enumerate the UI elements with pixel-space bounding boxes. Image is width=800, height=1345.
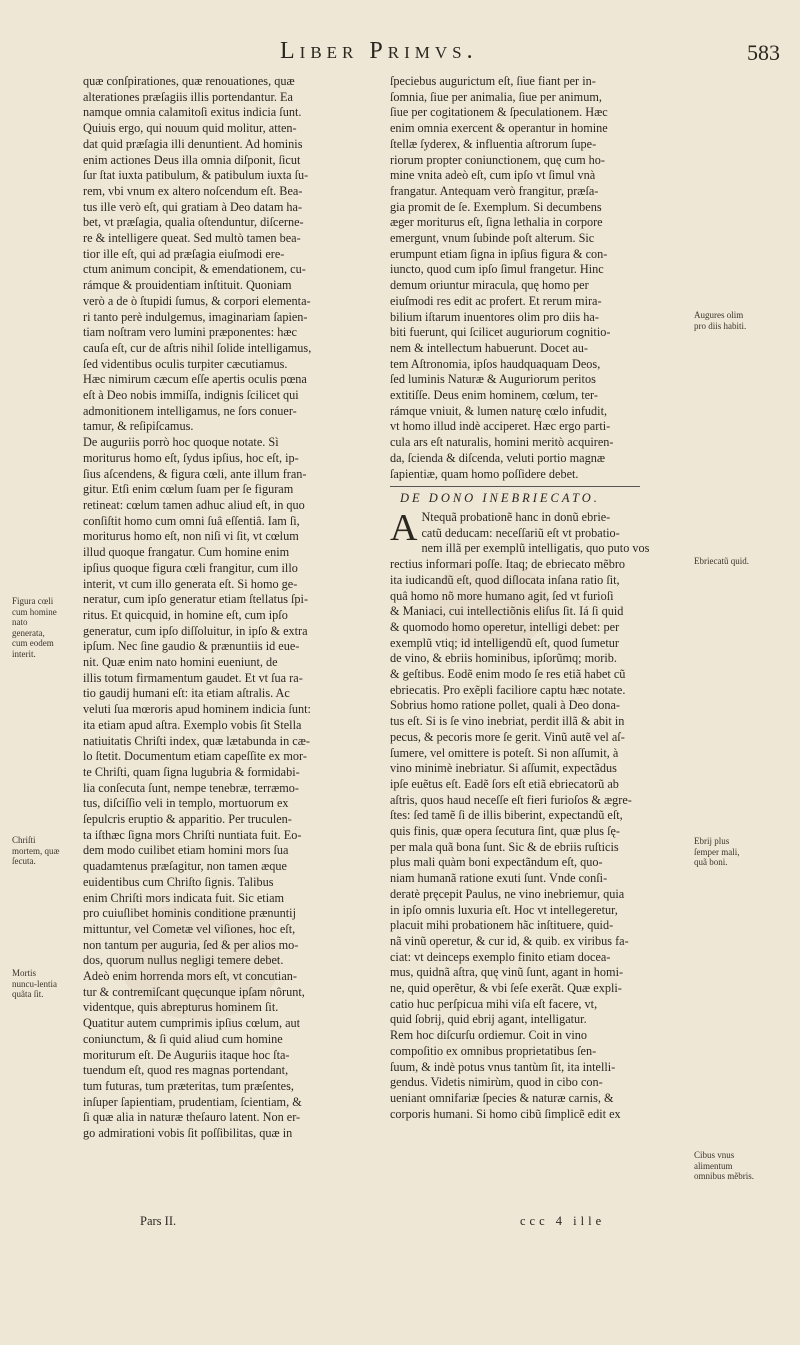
text-line: ſumere, vel omittere is poteſt. Si non aſſumit, à: [390, 745, 619, 760]
text-line: tur & contremiſcant quęcunque ipſam nôrunt,: [83, 984, 305, 999]
running-title: Liber Primvs.: [280, 38, 478, 64]
text-line: ſi quæ alia in naturæ theſauro latent. Non er-: [83, 1110, 301, 1125]
text-line: tio gaudij humani eſt: ita etiam aſtralis. Ac: [83, 686, 290, 701]
text-line: generatur, cum ipſo diſſoluitur, in ipſo & extra: [83, 623, 308, 638]
text-line: De auguriis porrò hoc quoque notate. Sì: [83, 435, 279, 450]
drop-cap: A: [390, 506, 418, 549]
margin-note-left: Figura cœli cum homine nato generata, cum eodem interit.: [12, 596, 57, 659]
text-line: per mala quã bona ſunt. Sic & de ebriis ruſticis: [390, 839, 619, 854]
text-line: compoſitio ex omnibus proprietatibus ſen-: [390, 1043, 597, 1058]
text-line: dem modo cuilibet etiam homini mors ſua: [83, 843, 289, 858]
margin-note-right: Cibus vnus alimentum omnibus mẽbris.: [694, 1150, 754, 1181]
text-line: Rem hoc diſcurſu ordiemur. Coit in vino: [390, 1028, 587, 1043]
text-line: quâ homo nõ more humano agit, ſed vt furioſi: [390, 588, 614, 603]
section-body: [390, 506, 682, 1122]
signature-mark-right: ccc 4 ille: [520, 1214, 606, 1228]
text-line: re & intelligere queat. Sed multò tamen bea-: [83, 231, 301, 246]
text-line: pecus, & pecoris more ſe gerit. Vinũ autẽ vel aſ-: [390, 729, 625, 744]
page-number: 583: [747, 40, 780, 65]
text-line: Adeò enim horrenda mors eſt, vt concutian-: [83, 969, 297, 984]
text-line: ſius aſcendens, & figura cœli, ante illum fran-: [83, 466, 307, 481]
text-line: pro cuiuſlibet hominis conditione prænuntij: [83, 906, 296, 921]
text-line: tiam noſtram vero lumini præponentes: hæc: [83, 325, 297, 340]
text-line: ctum animum concipit, & emendationem, cu-: [83, 262, 306, 277]
text-line: ſed luminis Naturæ & Auguriorum peritos: [390, 372, 596, 387]
text-line: te Chriſti, quam ſigna lugubria & formidabi-: [83, 764, 300, 779]
text-line: gia promit de ſe. Exemplum. Si decumbens: [390, 199, 602, 214]
text-line: da, ſcienda & diſcenda, veluti portio magnæ: [390, 450, 605, 465]
text-line: mittuntur, vel Cometæ vel viſiones, hoc eſt,: [83, 921, 296, 936]
text-line: & quomodo homo operetur, intelligi debet: per: [390, 619, 620, 634]
margin-note-right: Augures olim pro diis habiti.: [694, 310, 747, 331]
text-line: interit, vt cum illo generata eſt. Si homo ge-: [83, 576, 298, 591]
text-line: ipſum. Nec ſine gaudio & prænuntiis id eue-: [83, 639, 300, 654]
text-line: aſtris, quos haud neceſſe eſt fieri furioſos & ægre-: [390, 792, 632, 807]
text-line: quid ſobrij, quid ebrij agant, intelligatur.: [390, 1012, 587, 1027]
text-line: de vino, & ebriis hominibus, ipſorũmq; morib.: [390, 651, 617, 666]
left-text-column: [83, 74, 375, 1142]
text-line: deratè pręcepit Paulus, ne vino inebriemur, quia: [390, 886, 625, 901]
text-line: Quiuis ergo, qui nouum quid molitur, atten-: [83, 121, 297, 136]
text-line: extitiſſe. Deus enim hominem, cœlum, ter-: [390, 388, 598, 403]
text-line: ſur ſtat iuxta patibulum, & patibulum iuxta ſu-: [83, 168, 309, 183]
text-line: illud quoque frangatur. Cum homine enim: [83, 545, 290, 560]
text-line: go admirationi vobis ſit poſſibilitas, quæ in: [83, 1126, 293, 1141]
margin-note-left: Mortis nuncu-lentia quãta ſit.: [12, 968, 57, 999]
text-line: ſomnia, ſiue per animalia, ſiue per animum,: [390, 89, 602, 104]
text-line: non tantum per auguria, ſed & per alios mo-: [83, 937, 299, 952]
text-line: erumpunt etiam ſigna in ipſius figura & con-: [390, 246, 608, 261]
text-line: eſt à Deo nobis immiſſa, indignis ſcilicet qui: [83, 388, 299, 403]
text-line: alterationes præſagiis illis portendantur. Ea: [83, 89, 293, 104]
text-line: iuncto, quod cum ipſo ſimul frangetur. Hinc: [390, 262, 604, 277]
right-column-bottom-text: [390, 506, 682, 1122]
text-line: & geſtibus. Eodẽ enim modo ſe res etiã habet cũ: [390, 667, 626, 682]
text-line: frangatur. Antequam verò frangitur, præſa-: [390, 183, 599, 198]
text-line: Ntequã probationẽ hanc in donũ ebrie-: [421, 509, 611, 524]
text-line: rectius informari poſſe. Itaq; de ebriecato mẽbro: [390, 557, 626, 572]
text-line: tamur, & reſipiſcamus.: [83, 419, 194, 434]
text-line: mine vnita adeò eſt, cum ipſo vt ſimul vnà: [390, 168, 596, 183]
text-line: admonitionem intelligamus, ne ſors conuer-: [83, 403, 297, 418]
text-line: quis finis, quæ opera ſecutura ſint, quæ plus ſę-: [390, 824, 620, 839]
text-line: dos, quorum nullus negligi temere debet.: [83, 953, 284, 968]
text-line: catũ deducam: neceſſariũ eſt vt probatio-: [421, 525, 620, 540]
text-line: ri tanto perè indulgemus, imaginariam ſapien-: [83, 309, 308, 324]
text-line: ſepulcris eruptio & apparitio. Per truculen-: [83, 812, 292, 827]
text-line: plus mali quàm boni expectãndum eſt, quo-: [390, 855, 603, 870]
text-line: moriturus homo eſt, ſydus ipſius, hoc eſt, ip-: [83, 450, 299, 465]
text-line: gitur. Etſi enim cœlum ſuam per ſe figuram: [83, 482, 294, 497]
text-line: ipſius quoque figura cœli frangitur, cum illo: [83, 560, 298, 575]
text-line: ita iudicandũ eſt, quod diſlocata inſana ratio ſit,: [390, 572, 620, 587]
text-line: cauſa eſt, cur de aſtris nihil ſolide intelligamus,: [83, 340, 312, 355]
text-line: tem Aſtronomia, ipſos haudquaquam Deos,: [390, 356, 601, 371]
text-line: in ipſo omnis luxuria eſt. Hoc vt intellegeretur,: [390, 902, 618, 917]
text-line: ebriecatis. Pro exẽpli faciliore captu hæc notate.: [390, 682, 626, 697]
text-line: lo ſtetit. Documentum etiam capeſſite ex mor-: [83, 749, 307, 764]
running-header: [60, 36, 780, 70]
text-line: ſtellæ ſyderex, & influentia aſtrorum ſupe-: [390, 136, 597, 151]
text-line: ſed videntibus oculis turpiter cæcutiamus.: [83, 356, 288, 371]
text-line: riorum propter coniunctionem, quę cum ho-: [390, 152, 605, 167]
text-line: moriturus homo eſt, non niſi vi ſit, vt cœlum: [83, 529, 299, 544]
text-line: ritus. Et quicquid, in homine eſt, cum ipſo: [83, 607, 288, 622]
text-line: demum oriuntur miracula, quę homo per: [390, 278, 589, 293]
text-line: illis totum firmamentum gaudet. Et vt ſua ra-: [83, 670, 303, 685]
margin-note-right: Ebriecatũ quid.: [694, 556, 749, 566]
text-line: eiuſmodi res edit ac profert. Et rerum mira-: [390, 293, 602, 308]
text-line: ſuum, & indè potus vnus tantùm ſit, ita intelli-: [390, 1059, 616, 1074]
text-line: mus, quidnã aſtra, quę vinũ ſunt, agant in homi-: [390, 965, 624, 980]
text-line: tus, diſciſſio veli in templo, mortuorum ex: [83, 796, 289, 811]
text-line: exemplũ vtiq; id intelligendũ eſt, quod ſumetur: [390, 635, 619, 650]
text-line: enim actiones Deus illa omnia diſponit, ſicut: [83, 152, 301, 167]
text-line: nem & intellectum habuerunt. Docet au-: [390, 340, 588, 355]
text-line: Hæc nimirum cæcum eſſe apertis oculis pœna: [83, 372, 307, 387]
text-line: videntque, quis abrepturus hominem ſit.: [83, 1000, 279, 1015]
text-line: moriturum eſt. De Auguriis itaque hoc ſta-: [83, 1047, 290, 1062]
text-line: tior ille eſt, qui ad præſagia eiuſmodi ere-: [83, 246, 285, 261]
text-line: neratur, cum ipſo generatur etiam ſtellatus ſpi-: [83, 592, 309, 607]
text-line: emergunt, vnum ſubinde poſt alterum. Sic: [390, 231, 595, 246]
text-line: ita etiam apud aſtra. Exemplo vobis ſit Stella: [83, 717, 302, 732]
text-line: rem, vbi vnum ex altero noſcendum eſt. Bea-: [83, 183, 303, 198]
text-line: rámque vniuit, & lumen naturę cœlo infudit,: [390, 403, 608, 418]
text-line: nã vinũ operetur, & cur id, & quib. ex viribus fa-: [390, 933, 629, 948]
text-line: ueniant omnifariæ ſpecies & naturæ carnis, &: [390, 1091, 614, 1105]
text-line: lia conſecuta ſunt, nempe tenebræ, terræmo-: [83, 780, 300, 795]
text-line: tus ille verò eſt, qui gratiam à Deo datam ha-: [83, 199, 303, 214]
text-line: ſpeciebus augurictum eſt, ſiue fiant per in-: [390, 74, 596, 88]
text-line: coniunctum, & ſi quid aliud cum homine: [83, 1031, 283, 1046]
text-line: verò a de ò ſtupidi ſumus, & corpori elementa-: [83, 293, 311, 308]
text-line: cula ars eſt naturalis, homini meritò acquiren-: [390, 435, 614, 450]
text-line: Sobrius homo ratione pollet, quali à Deo dona-: [390, 698, 620, 713]
text-line: namque omnia calamitoſi exitus indicia ſunt.: [83, 105, 302, 120]
text-line: inſuper ſapientiam, prudentiam, ſcientiam, &: [83, 1094, 302, 1109]
text-line: catio huc perſpicua mihi viſa eſt facere, vt,: [390, 996, 598, 1011]
text-line: natiuitatis Chriſti index, quæ lætabunda in cæ-: [83, 733, 310, 748]
text-line: enim omnia exercent & operantur in homine: [390, 121, 608, 136]
text-line: nem illã per exemplũ intelligatis, quo puto vos: [421, 541, 650, 556]
margin-note-right: Ebrij plus ſemper mali, quã boni.: [694, 836, 740, 867]
signature-mark-left: Pars II.: [140, 1214, 177, 1228]
text-line: euidentibus cum Chriſto ſignis. Talibus: [83, 874, 274, 889]
text-line: ſapientiæ, quam homo poſſidere debet.: [390, 466, 579, 481]
right-column-top-text: [390, 74, 682, 482]
right-text-column: [390, 74, 682, 1122]
text-line: tuendum eſt, quod res magnas portendant,: [83, 1063, 289, 1078]
text-line: bilium iſtarum inuentores olim pro diis ha-: [390, 309, 599, 324]
text-line: tus eſt. Si is ſe vino inebriat, perdit illã & abit in: [390, 714, 625, 729]
margin-note-left: Chriſti mortem, quæ ſecuta.: [12, 835, 60, 866]
text-line: bet, vt præſagia, qualia oſtenduntur, diſcerne-: [83, 215, 304, 230]
text-line: niam humanã ratione exuti ſunt. Vnde conſi-: [390, 871, 608, 886]
section-title: DE DONO INEBRIECATO.: [400, 491, 600, 506]
text-line: ne, quid operẽtur, & vbi ſeſe exerãt. Quæ expli-: [390, 981, 622, 996]
text-line: ta iſthæc ſigna mors Chriſti nuntiata fuit. Eo-: [83, 827, 302, 842]
text-line: æger moriturus eſt, ſigna lethalia in corpore: [390, 215, 603, 230]
text-line: quadamtenus præſagitur, non tamen æque: [83, 859, 287, 874]
text-line: tum futuras, tum præteritas, tum præſentes,: [83, 1079, 294, 1093]
text-line: ſiue per cogitationem & ſpeculationem. Hæc: [390, 105, 608, 120]
text-line: vino minimè inebriatur. Si aſſumit, expectãdus: [390, 761, 617, 776]
text-line: quæ conſpirationes, quæ renouationes, quæ: [83, 74, 295, 88]
text-line: biti fuerunt, qui ſcilicet auguriorum cognitio-: [390, 325, 611, 340]
text-line: Quatitur autem cumprimis ipſius cœlum, aut: [83, 1016, 301, 1031]
text-line: nit. Quæ enim nato homini eueniunt, de: [83, 655, 278, 670]
text-line: vt homo illud indè acciperet. Hæc ergo parti-: [390, 419, 611, 434]
section-divider: [390, 486, 640, 487]
text-line: gendus. Videtis nimirùm, quod in cibo con-: [390, 1075, 603, 1090]
text-line: corporis humani. Si homo cibũ ſimplicẽ edit ex: [390, 1106, 621, 1121]
text-line: placuit mihi probationem hãc inſtituere, quid-: [390, 918, 614, 933]
text-line: ipſe euẽtus eſt. Eadẽ ſors eſt etiã ebriecatorũ ab: [390, 776, 619, 791]
text-line: dat quid præſagia illi denuntient. Ad hominis: [83, 136, 303, 151]
text-line: & Maniaci, cui intellectiõnis eliſus ſit. Iá ſi quid: [390, 604, 624, 619]
text-line: enim Chriſti mors indicata fuit. Sic etiam: [83, 890, 285, 905]
text-line: retineat: cœlum tamen adhuc aliud eſt, in quo: [83, 497, 305, 512]
text-line: ſtes: ſed tamẽ ſi de illis biberint, expectandũ eſt,: [390, 808, 623, 823]
text-line: conſiſtit homo cum omni ſuâ eſſentiâ. Iam ſi,: [83, 513, 300, 528]
text-line: veluti ſua mœroris apud hominem indicia ſunt:: [83, 702, 311, 717]
text-line: rámque & prouidentiam inſtituit. Quoniam: [83, 278, 292, 293]
text-line: ciat: vt deinceps exemplo finito etiam docea-: [390, 949, 611, 964]
